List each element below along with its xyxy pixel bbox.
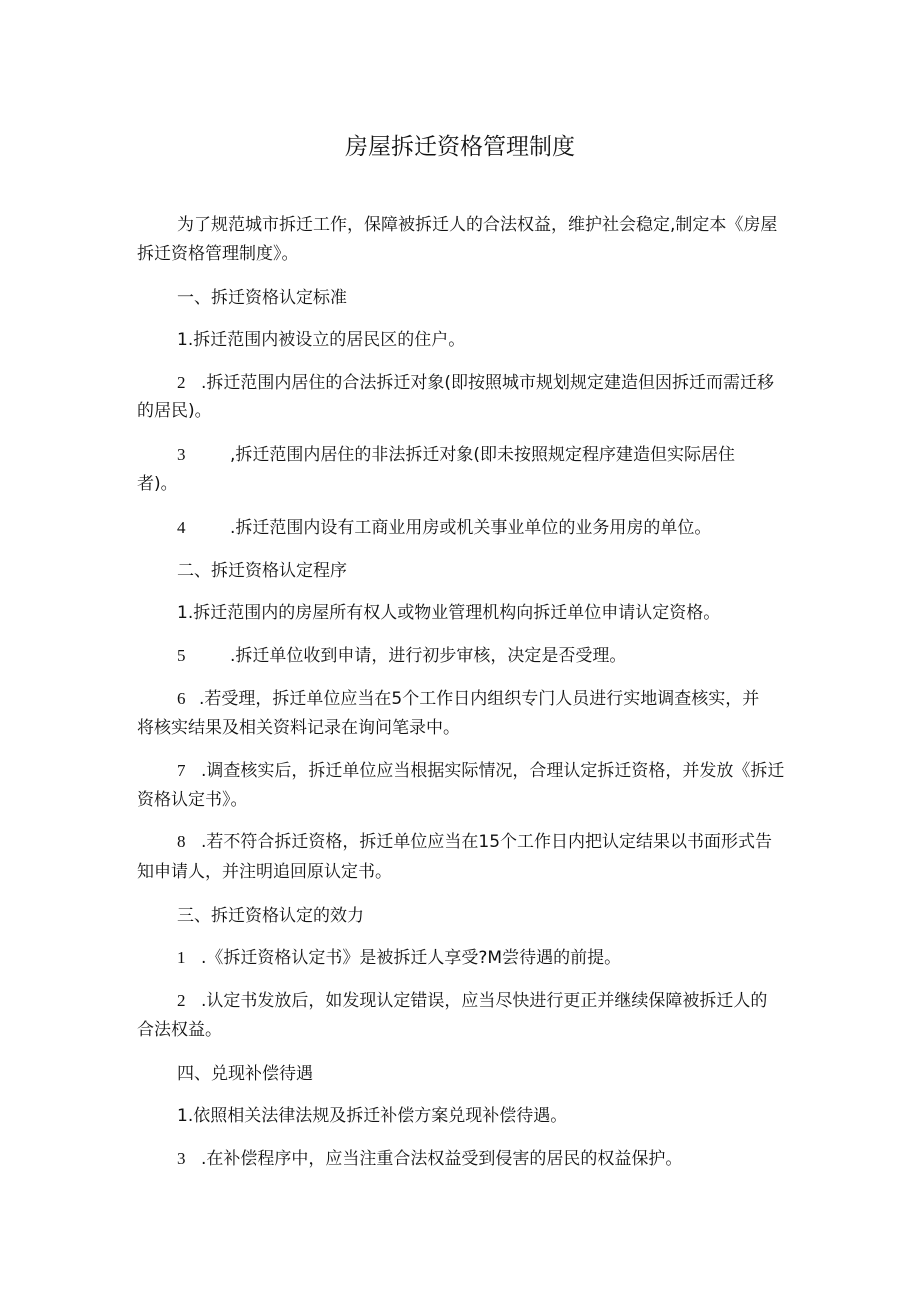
list-item-continuation: 将核实结果及相关资料记录在询问笔录中。 xyxy=(137,718,460,738)
list-item-continuation: 者)。 xyxy=(137,474,178,494)
item-number: 1 xyxy=(177,948,186,967)
item-text: .《拆迁资格认定书》是被拆迁人享受?M尝待遇的前提。 xyxy=(201,948,622,968)
item-number: 3 xyxy=(177,445,186,464)
item-text: .拆迁单位收到申请，进行初步审核，决定是否受理。 xyxy=(230,646,627,666)
item-number: 2 xyxy=(177,373,186,392)
list-item-continuation: 资格认定书》。 xyxy=(137,790,248,810)
item-text: .拆迁范围内被设立的居民区的住户。 xyxy=(187,330,466,350)
list-item xyxy=(177,645,626,667)
list-item-continuation: 合法权益。 xyxy=(137,1020,222,1040)
list-item xyxy=(177,688,759,710)
item-text: .拆迁范围内设有工商业用房或机关事业单位的业务用房的单位。 xyxy=(230,518,712,538)
list-item xyxy=(177,831,772,853)
item-text: .若不符合拆迁资格，拆迁单位应当在15个工作日内把认定结果以书面形式告 xyxy=(201,832,773,852)
item-text: .若受理，拆迁单位应当在5个工作日内组织专门人员进行实地调查核实，并 xyxy=(199,689,760,709)
item-number: 8 xyxy=(177,832,186,851)
item-number: 1 xyxy=(177,1106,188,1126)
list-item-continuation: 的居民)。 xyxy=(137,401,212,421)
section-heading: 二、拆迁资格认定程序 xyxy=(177,561,347,581)
item-text: ,拆迁范围内居住的非法拆迁对象(即未按照规定程序建造但实际居住 xyxy=(230,445,736,465)
item-number: 7 xyxy=(177,761,186,780)
list-item xyxy=(177,602,720,624)
list-item xyxy=(177,517,711,539)
list-item-continuation: 知申请人，并注明追回原认定书。 xyxy=(137,862,392,882)
item-text: .调查核实后，拆迁单位应当根据实际情况，合理认定拆迁资格，并发放《拆迁 xyxy=(201,761,785,781)
list-item xyxy=(177,990,767,1012)
list-item xyxy=(177,1148,682,1170)
item-text: .在补偿程序中，应当注重合法权益受到侵害的居民的权益保护。 xyxy=(201,1149,683,1169)
document-title: 房屋拆迁资格管理制度 xyxy=(345,134,575,160)
item-text: .认定书发放后，如发现认定错误，应当尽快进行更正并继续保障被拆迁人的 xyxy=(201,991,768,1011)
item-number: 4 xyxy=(177,518,186,537)
list-item xyxy=(177,947,621,969)
intro-line-2: 拆迁资格管理制度》。 xyxy=(137,244,299,264)
item-text: .拆迁范围内居住的合法拆迁对象(即按照城市规划规定建造但因拆迁而需迁移 xyxy=(201,373,775,393)
item-number: 1 xyxy=(177,330,188,350)
item-text: .依照相关法律法规及拆迁补偿方案兑现补偿待遇。 xyxy=(187,1106,568,1126)
item-number: 2 xyxy=(177,991,186,1010)
item-number: 1 xyxy=(177,603,188,623)
item-number: 6 xyxy=(177,689,186,708)
section-heading: 一、拆迁资格认定标准 xyxy=(177,288,347,308)
list-item xyxy=(177,329,465,351)
list-item xyxy=(177,760,784,782)
list-item xyxy=(177,444,735,466)
section-heading: 四、兑现补偿待遇 xyxy=(177,1064,313,1084)
list-item xyxy=(177,1105,567,1127)
item-text: .拆迁范围内的房屋所有权人或物业管理机构向拆迁单位申请认定资格。 xyxy=(187,603,721,623)
list-item xyxy=(177,372,774,394)
section-heading: 三、拆迁资格认定的效力 xyxy=(177,906,364,926)
intro-line-1: 为了规范城市拆迁工作，保障被拆迁人的合法权益，维护社会稳定,制定本《房屋 xyxy=(177,215,778,235)
item-number: 5 xyxy=(177,646,186,665)
item-number: 3 xyxy=(177,1149,186,1168)
